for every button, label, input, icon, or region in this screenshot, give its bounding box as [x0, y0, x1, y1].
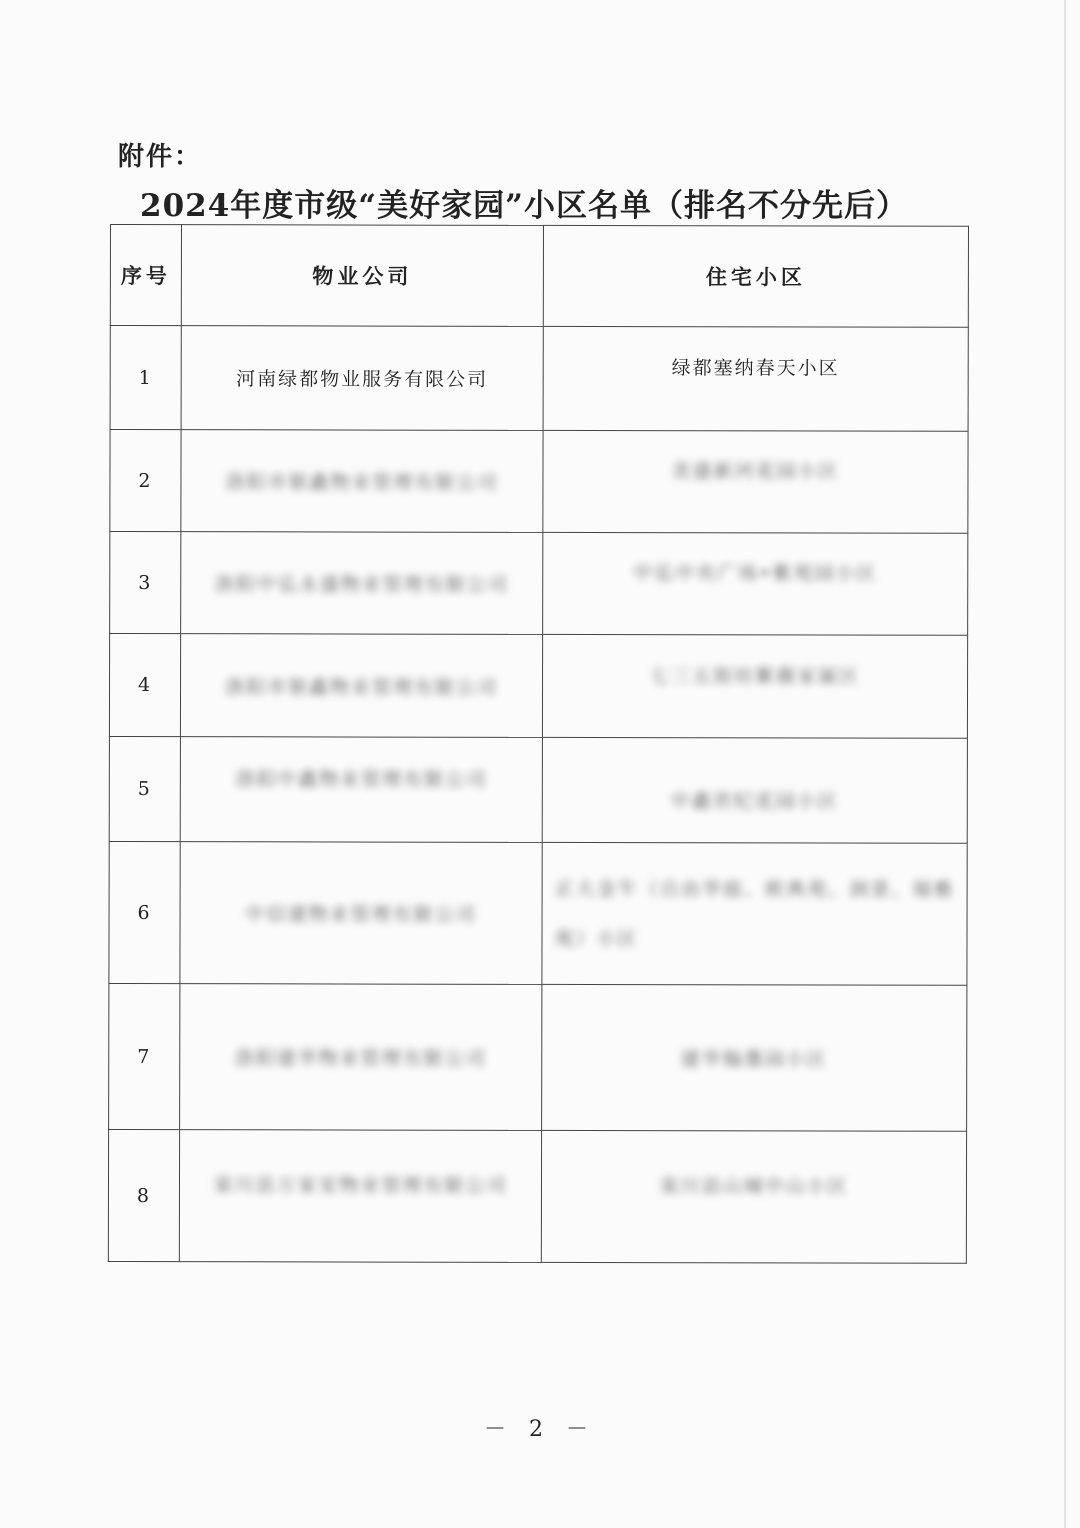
- row-number: 3: [110, 532, 181, 634]
- community-name-redacted: [542, 634, 967, 738]
- attachment-label: 附件：: [118, 142, 203, 172]
- table-row: [109, 983, 967, 1131]
- header-residential-community: 住宅小区: [543, 225, 968, 327]
- company-name-redacted: 中信建物业管理有限公司: [180, 842, 542, 985]
- page-number: － 2 －: [484, 1417, 596, 1442]
- header-property-company: 物业公司: [181, 225, 543, 327]
- row-number: 5: [109, 736, 180, 841]
- table-header-row: [110, 225, 968, 328]
- company-name-text: 栾川县万家安物业管理有限公司: [213, 1174, 508, 1197]
- row-number: 7: [109, 983, 180, 1129]
- table-row: [109, 841, 967, 985]
- row-number: 1: [110, 326, 181, 430]
- table-row: [110, 430, 968, 534]
- row-number: 8: [108, 1129, 179, 1261]
- table-row: [109, 634, 967, 739]
- community-name-text: 美盛新河花园小区: [671, 460, 840, 483]
- header-serial-number: 序号: [110, 225, 181, 326]
- company-name-redacted: [180, 737, 542, 843]
- community-name-redacted: 建华翰墨园小区: [542, 984, 967, 1131]
- company-name-redacted: 洛阳市银鑫物业管理有限公司: [181, 430, 543, 533]
- scan-edge-line: [1064, 0, 1066, 1528]
- community-name-redacted: [543, 532, 968, 635]
- table-row: [110, 532, 968, 636]
- row-number: 4: [109, 634, 180, 737]
- community-name-redacted: [542, 737, 967, 843]
- row-number: 6: [109, 841, 180, 983]
- community-name-text: 中弘中央广场•紫苑园小区: [633, 562, 878, 585]
- table-row: [110, 326, 968, 432]
- company-name-redacted: 洛阳中弘永盛物业管理有限公司: [181, 532, 543, 635]
- community-name-text: 绿都塞纳春天小区: [671, 357, 840, 380]
- community-name: [543, 326, 968, 431]
- community-name-text: 中鑫世纪花园小区: [670, 789, 839, 813]
- row-number: 2: [110, 430, 181, 532]
- document-title: 2024年度市级“美好家园”小区名单（排名不分先后）: [140, 188, 908, 224]
- company-name: 河南绿都物业服务有限公司: [181, 326, 543, 431]
- community-name-text: 栾川县山城中山小区: [659, 1175, 849, 1198]
- company-name-redacted: 洛阳市银鑫物业管理有限公司: [180, 634, 542, 738]
- company-name-redacted: 洛阳建华物业管理有限公司: [180, 984, 542, 1131]
- company-name-text: 洛阳中鑫物业管理有限公司: [235, 767, 488, 791]
- company-name-redacted: [179, 1130, 541, 1263]
- community-name-redacted: 正大金牛（自由华庭、欧典苑、润景、瑞雅苑）小区: [542, 842, 967, 985]
- community-name-text: 七三五街坊紫薇家属区: [650, 664, 861, 688]
- community-name-redacted: [543, 430, 968, 533]
- table-row: [108, 1129, 966, 1263]
- community-name-redacted: [541, 1130, 966, 1263]
- table-row: [109, 736, 967, 843]
- community-list-table: [108, 224, 969, 1264]
